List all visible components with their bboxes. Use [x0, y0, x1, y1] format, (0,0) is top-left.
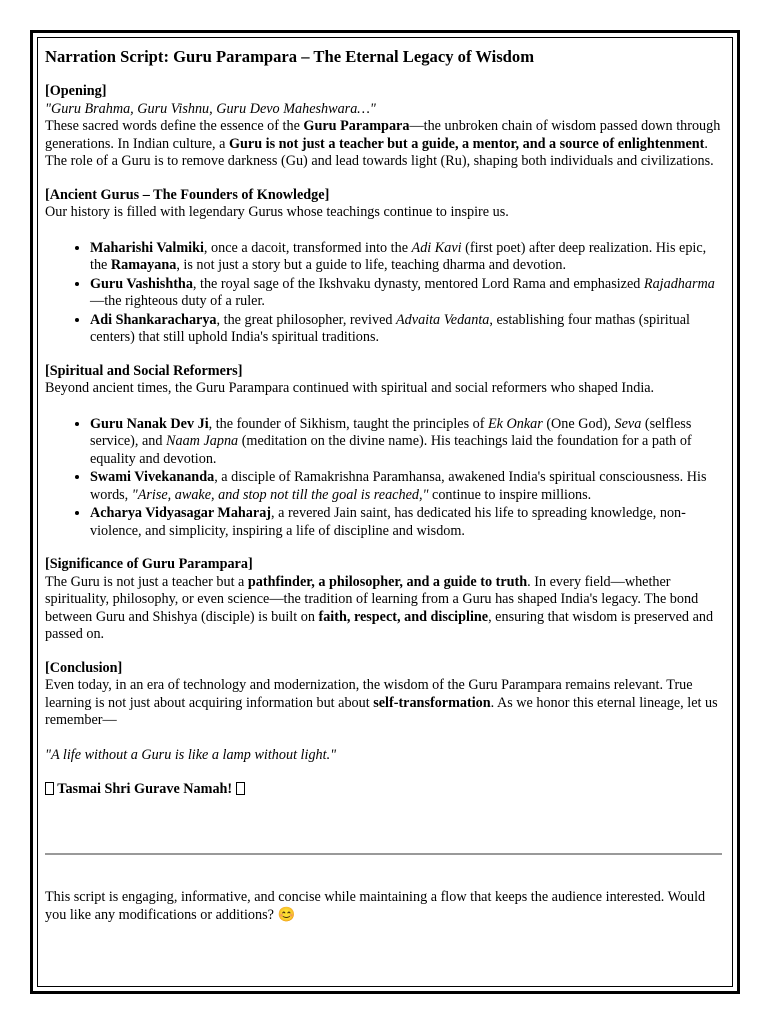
- list-item: • Guru Vashishtha, the royal sage of the Ikshvaku dynasty, mentored Lord Rama and emphasized Rajadharma—the righteous duty of a ruler.: [90, 275, 725, 311]
- reformers-list: [45, 415, 725, 541]
- list-item: • Maharishi Valmiki, once a dacoit, transformed into the Adi Kavi (first poet) after deep realization. His epic, the Ramayana, is not just a story but a guide to life, teaching dharma and devotion.: [90, 239, 725, 275]
- ancient-gurus-list: [45, 239, 725, 347]
- document-title: Narration Script: Guru Parampara – The Eternal Legacy of Wisdom: [45, 47, 535, 66]
- opening-mantra: "Guru Brahma, Guru Vishnu, Guru Devo Maheshwara…": [45, 100, 376, 117]
- ancient-intro: Our history is filled with legendary Gurus whose teachings continue to inspire us.: [45, 204, 509, 220]
- missing-glyph-icon: [236, 782, 245, 795]
- list-item: • Acharya Vidyasagar Maharaj, a revered Jain saint, has dedicated his life to spreading knowledge, non-violence, and simplicity, inspiring a life of discipline and wisdom.: [90, 504, 725, 540]
- opening-paragraph: These sacred words define the essence of the Guru Parampara—the unbroken chain of wisdom passed down through generations. In Indian culture, a Guru is not just a teacher but a guide, a mentor, and a source of enlightenment. The role of a Guru is to remove darkness (Gu) and lead towards light (Ru), shaping both individuals and civilizations.: [45, 118, 721, 169]
- section-heading-ancient-gurus: [Ancient Gurus – The Founders of Knowledge]: [45, 186, 330, 203]
- horizontal-divider: [45, 853, 722, 855]
- closing-salutation: Tasmai Shri Gurave Namah!: [45, 781, 725, 799]
- footer-note: This script is engaging, informative, and concise while maintaining a flow that keeps the audience interested. Would you like any modifications or additions? 😊: [45, 889, 706, 923]
- reformers-intro: Beyond ancient times, the Guru Parampara continued with spiritual and social reformers who shaped India.: [45, 380, 655, 396]
- list-item: • Adi Shankaracharya, the great philosopher, revived Advaita Vedanta, establishing four mathas (spiritual centers) that still uphold India's spiritual traditions.: [90, 311, 725, 347]
- document-body: [45, 44, 725, 799]
- section-heading-conclusion: [Conclusion]: [45, 659, 123, 676]
- section-heading-significance: [Significance of Guru Parampara]: [45, 556, 253, 572]
- section-heading-reformers: [Spiritual and Social Reformers]: [45, 362, 243, 379]
- closing-quote: "A life without a Guru is like a lamp without light.": [45, 746, 337, 763]
- significance-paragraph: The Guru is not just a teacher but a pathfinder, a philosopher, and a guide to truth. In every field—whether spirituality, philosophy, or even science—the tradition of learning from a Guru has shaped India's legacy. The bond between Guru and Shishya (disciple) is built on faith, respect, and discipline, ensuring that wisdom is preserved and passed on.: [45, 573, 714, 642]
- list-item: • Swami Vivekananda, a disciple of Ramakrishna Paramhansa, awakened India's spiritual consciousness. His words, "Arise, awake, and stop not till the goal is reached," continue to inspire millions.: [90, 468, 725, 504]
- list-item: • Guru Nanak Dev Ji, the founder of Sikhism, taught the principles of Ek Onkar (One God), Seva (selfless service), and Naam Japna (meditation on the divine name). His teachings laid the foundation for a path of equality and devotion.: [90, 415, 725, 469]
- missing-glyph-icon: [45, 782, 54, 795]
- conclusion-paragraph: Even today, in an era of technology and modernization, the wisdom of the Guru Parampara remains relevant. True learning is not just about acquiring information but about self-transformation. As we honor this eternal lineage, let us remember—: [45, 677, 718, 728]
- section-heading-opening: [Opening]: [45, 83, 107, 99]
